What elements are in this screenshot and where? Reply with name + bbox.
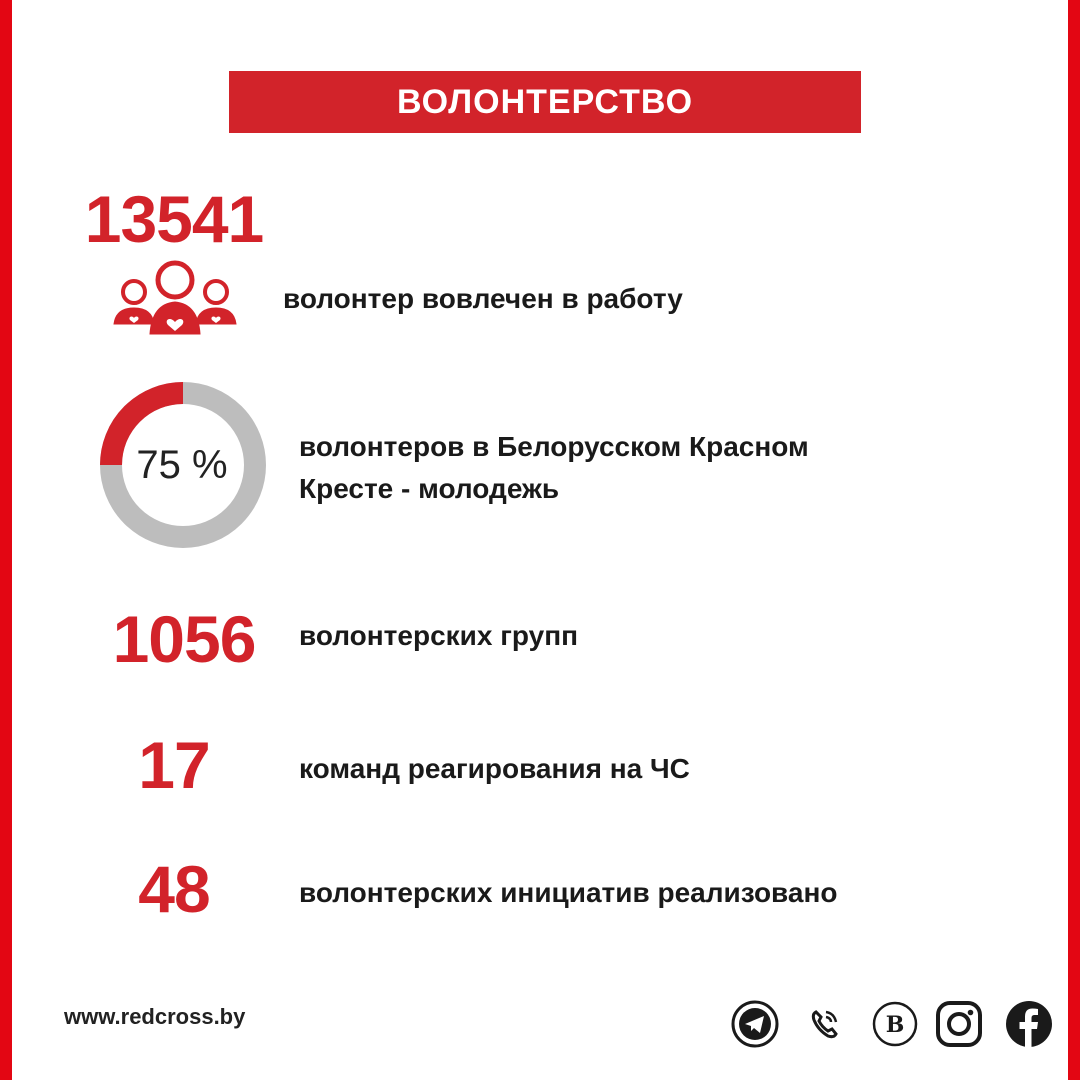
stat-teams-value: 17 bbox=[138, 728, 210, 802]
page-title: ВОЛОНТЕРСТВО bbox=[396, 82, 694, 121]
stat-volunteers-label: волонтер вовлечен в работу bbox=[283, 283, 683, 314]
stat-youth-label: волонтеров в Белорусском Красном Кресте - молодежь bbox=[299, 431, 809, 504]
volunteers-group-icon bbox=[112, 258, 238, 336]
facebook-icon[interactable] bbox=[1005, 1000, 1053, 1048]
stat-groups-label: волонтерских групп bbox=[299, 620, 579, 651]
website-link[interactable]: www.redcross.by bbox=[64, 1004, 246, 1029]
stat-initiatives-label: волонтерских инициатив реализовано bbox=[299, 877, 838, 908]
viber-icon[interactable] bbox=[802, 1000, 850, 1048]
stat-initiatives-value: 48 bbox=[138, 852, 210, 926]
instagram-icon[interactable] bbox=[935, 1000, 983, 1048]
svg-text:B: B bbox=[885, 1012, 905, 1038]
right-edge-bar bbox=[1068, 0, 1080, 1080]
stat-volunteers-value: 13541 bbox=[84, 182, 264, 256]
youth-percent-label: 75 % bbox=[136, 443, 228, 487]
stat-groups-value: 1056 bbox=[112, 602, 256, 676]
vk-icon[interactable] bbox=[871, 1000, 919, 1048]
stat-teams-label: команд реагирования на ЧС bbox=[299, 753, 690, 784]
telegram-icon[interactable] bbox=[731, 1000, 779, 1048]
title-banner bbox=[229, 71, 861, 133]
left-edge-bar bbox=[0, 0, 12, 1080]
